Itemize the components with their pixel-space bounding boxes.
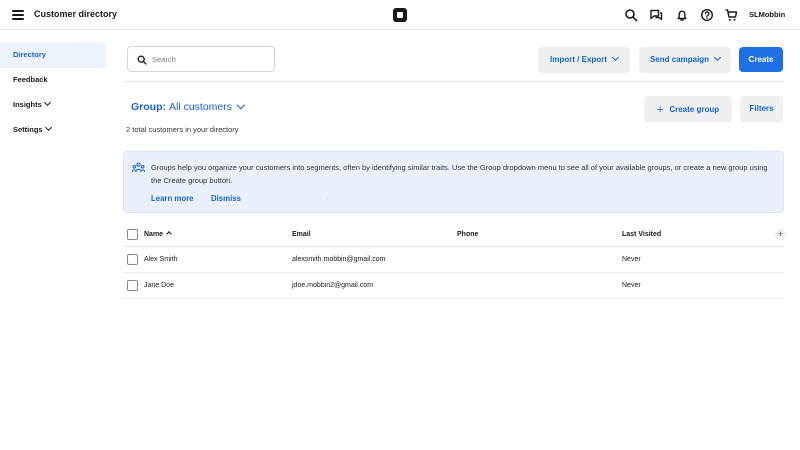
table-header: [123, 222, 784, 247]
chevron-down-icon: [612, 54, 619, 61]
cell-last-visited: Never: [622, 282, 641, 289]
create-group-label: Create group: [669, 105, 720, 114]
cell-name: Alex Smith: [144, 256, 178, 263]
chevron-down-icon: [237, 100, 245, 108]
add-column-button[interactable]: +: [775, 229, 786, 240]
cell-name: Jane Doe: [144, 282, 174, 289]
plus-icon: +: [656, 104, 664, 116]
column-header-label: Name: [144, 231, 164, 238]
create-group-button[interactable]: [644, 96, 732, 122]
divider: [123, 81, 784, 82]
send-campaign-label: Send campaign: [649, 55, 710, 64]
column-header-name[interactable]: [144, 231, 171, 238]
group-label: Group:: [131, 101, 166, 113]
sort-ascending-icon: [166, 231, 172, 237]
import-export-button[interactable]: [538, 47, 630, 73]
group-dropdown-value: All customers: [169, 101, 233, 113]
info-banner: [123, 151, 784, 213]
row-checkbox[interactable]: [127, 280, 138, 291]
top-bar: [0, 0, 800, 30]
page-title: Customer directory: [34, 9, 118, 19]
sidebar-item-directory[interactable]: [0, 42, 106, 68]
column-header-last-visited[interactable]: Last Visited: [622, 231, 662, 238]
sidebar-item-label: Feedback: [13, 75, 48, 84]
search-icon[interactable]: [624, 8, 638, 22]
sidebar-item-label: Directory: [13, 50, 46, 59]
help-icon[interactable]: [700, 8, 714, 22]
row-checkbox[interactable]: [127, 254, 138, 265]
customer-count-text: 2 total customers in your directory: [126, 125, 239, 134]
banner-message: Groups help you organize your customers into segments, often by identifying similar traits. Use the Group dropdown menu to see all of your available groups, or create a new group using the Create group button.: [151, 163, 768, 185]
filters-button[interactable]: Filters: [740, 96, 783, 122]
sidebar: [0, 30, 110, 450]
sidebar-item-feedback[interactable]: [0, 67, 106, 93]
send-campaign-button[interactable]: [639, 47, 731, 73]
import-export-label: Import / Export: [550, 55, 607, 64]
group-dropdown[interactable]: [169, 101, 244, 113]
sidebar-item-insights[interactable]: [0, 92, 106, 118]
table-row[interactable]: [123, 247, 784, 273]
learn-more-link[interactable]: Learn more: [151, 194, 194, 203]
sidebar-item-settings[interactable]: [0, 117, 106, 143]
chevron-down-icon: [44, 99, 51, 106]
search-input[interactable]: [152, 51, 270, 68]
banner-separator: ·: [326, 195, 329, 202]
menu-icon[interactable]: [12, 10, 24, 20]
cell-email: alexsmith.mobbin@gmail.com: [292, 256, 386, 263]
bell-icon[interactable]: [675, 8, 689, 22]
create-button[interactable]: Create: [739, 47, 783, 72]
group-people-icon: [132, 162, 145, 173]
cart-icon[interactable]: [724, 8, 738, 22]
column-header-phone[interactable]: Phone: [457, 231, 479, 238]
chevron-down-icon: [714, 54, 721, 61]
table-row[interactable]: [123, 273, 784, 299]
cell-last-visited: Never: [622, 256, 641, 263]
sidebar-item-label: Insights: [13, 100, 42, 109]
column-header-email[interactable]: Email: [292, 231, 311, 238]
messages-icon[interactable]: [649, 8, 663, 22]
cell-email: jdoe.mobbin2@gmail.com: [292, 282, 374, 289]
select-all-checkbox[interactable]: [127, 229, 138, 240]
search-icon: [137, 55, 147, 65]
sidebar-item-label: Settings: [13, 125, 43, 134]
dismiss-link[interactable]: Dismiss: [211, 194, 241, 203]
square-logo[interactable]: [393, 8, 407, 22]
user-account-menu[interactable]: SLMobbin: [749, 10, 786, 19]
chevron-down-icon: [45, 124, 52, 131]
search-box: [127, 46, 275, 72]
